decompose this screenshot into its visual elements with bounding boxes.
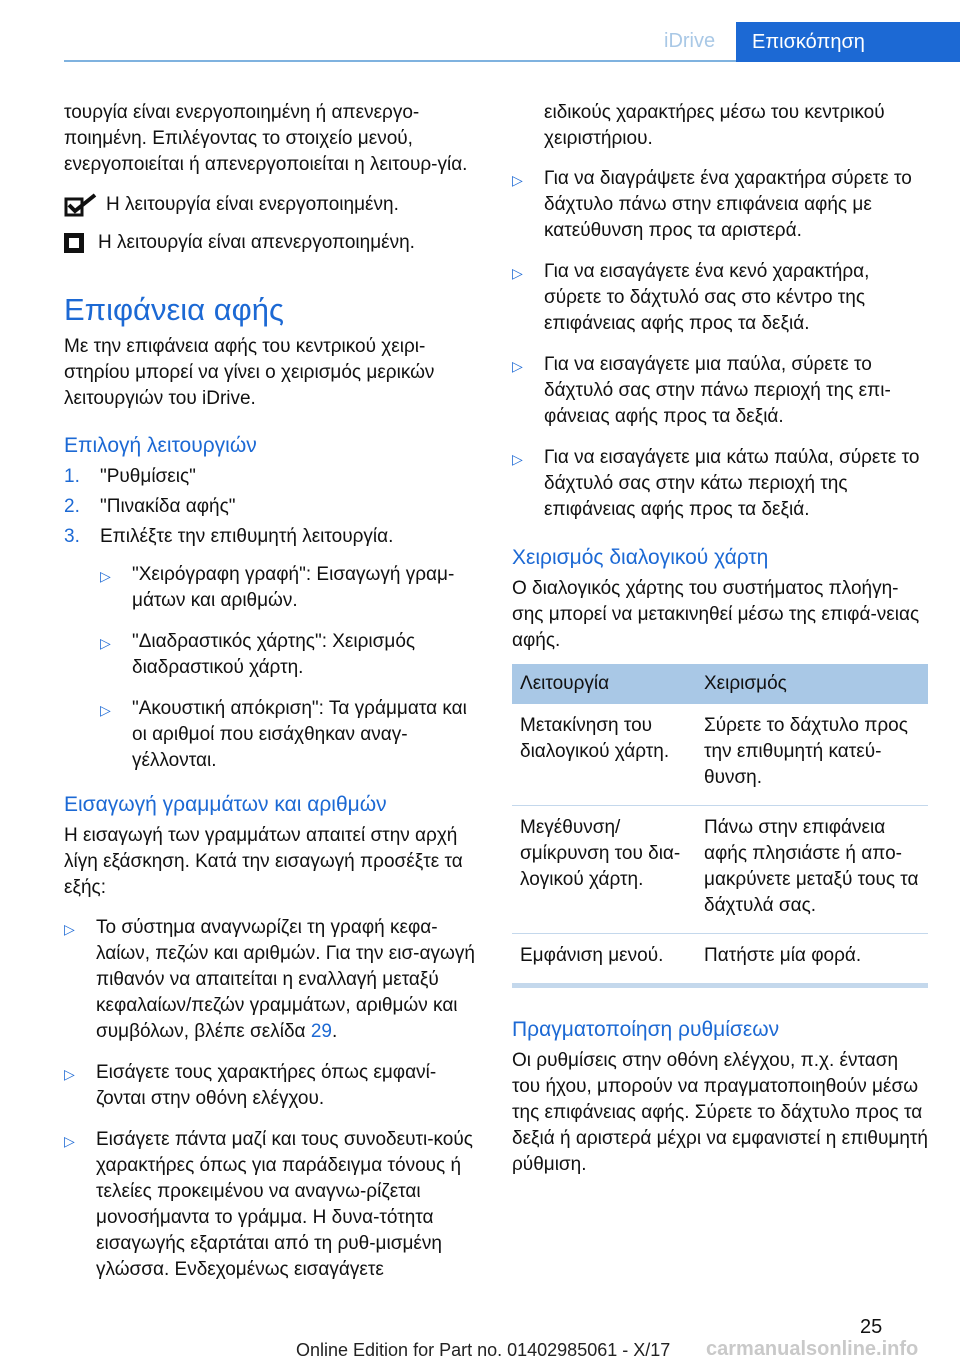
bullet-text: Εισάγετε πάντα μαζί και τους συνοδευτι-κούς χαρακτήρες όπως για παράδειγμα τόνους ή τελείες προκειμένου να αναγνω-ρίζεται μονοσήμαντα το γράμμα. Η δυνα-τότητα εισαγωγής εξαρτάται από τη ρυθ-μισμένη γλώσσα. Ενδεχομένως εισαγάγετε [96, 1129, 473, 1280]
list-item [512, 259, 928, 337]
table-cell: Μεγέθυνση/σμίκρυνση του δια-λογικού χάρτη. [512, 806, 696, 934]
triangle-right-icon: ▷ [100, 635, 111, 651]
list-item [64, 524, 478, 550]
triangle-right-icon: ▷ [100, 702, 111, 718]
triangle-right-icon: ▷ [512, 265, 523, 281]
bullet-text-end: . [331, 1021, 338, 1042]
bullet-text: Εισάγετε τους χαρακτήρες όπως εμφανί-ζονται στην οθόνη ελέγχου. [96, 1062, 437, 1109]
table-header-row [512, 664, 928, 704]
list-item [100, 629, 478, 681]
step-text: Επιλέξτε την επιθυμητή λειτουργία. [100, 526, 394, 547]
list-item [64, 464, 478, 490]
settings-heading: Πραγματοποίηση ρυθμίσεων [512, 1018, 780, 1041]
list-item [64, 494, 478, 520]
list-item [512, 445, 928, 523]
bullet-text [96, 915, 478, 1045]
list-item [64, 1127, 478, 1283]
list-item [100, 696, 478, 774]
sub-bullet-text: "Χειρόγραφη γραφή": Εισαγωγή γραμ-μάτων και αριθμών. [132, 564, 455, 611]
triangle-right-icon: ▷ [512, 451, 523, 467]
list-item [512, 352, 928, 430]
sub-bullet-text: "Διαδραστικός χάρτης": Χειρισμός διαδραστικού χάρτη. [132, 631, 416, 678]
unchecked-text: Η λειτουργία είναι απενεργοποιημένη. [98, 232, 415, 253]
watermark-logo: carmanualsonline.info [706, 1338, 919, 1360]
bullet-text: Για να εισαγάγετε μια κάτω παύλα, σύρετε το δάχτυλό σας στην κάτω περιοχή της επιφάνειας αφής προς τα δεξιά. [544, 447, 920, 520]
triangle-right-icon: ▷ [64, 1133, 75, 1149]
input-text: Η εισαγωγή των γραμμάτων απαιτεί στην αρχή λίγη εξάσκηση. Κατά την εισαγωγή προσέξτε τα εξής: [64, 825, 463, 898]
step-number: 2. [64, 496, 80, 517]
list-item [512, 166, 928, 244]
header-tab: Επισκόπηση [736, 22, 960, 62]
bullet-text-body: Το σύστημα αναγνωρίζει τη γραφή κεφα-λαίων, πεζών και αριθμών. Για την εισ-αγωγή πιθανόν να απαιτείται η εναλλαγή μεταξύ κεφαλαίων/πεζών γραμμάτων, αριθμών και συμβόλων, βλέπε σελίδα [96, 917, 475, 1042]
triangle-right-icon: ▷ [512, 172, 523, 188]
triangle-right-icon: ▷ [64, 921, 75, 937]
touchpad-heading: Επιφάνεια αφής [64, 292, 284, 327]
triangle-right-icon: ▷ [100, 568, 111, 584]
steps-list [64, 464, 478, 550]
sub-bullet-text: "Ακουστική απόκριση": Τα γράμματα και οι αριθμοί που εισάχθηκαν αναγ-γέλλονται. [132, 698, 467, 771]
table-cell: Πάνω στην επιφάνεια αφής πλησιάστε ή απο-μακρύνετε μεταξύ τους τα δάχτυλά σας. [696, 806, 928, 934]
input-heading: Εισαγωγή γραμμάτων και αριθμών [64, 793, 387, 816]
checked-text: Η λειτουργία είναι ενεργοποιημένη. [106, 194, 399, 215]
select-heading: Επιλογή λειτουργιών [64, 434, 257, 457]
page-number: 25 [860, 1316, 883, 1338]
table-row [512, 934, 928, 986]
table-row [512, 704, 928, 806]
list-item [64, 915, 478, 1045]
footer-edition: Online Edition for Part no. 01402985061 - X/17 [296, 1340, 671, 1360]
page-link[interactable]: 29 [310, 1021, 332, 1042]
triangle-right-icon: ▷ [512, 358, 523, 374]
map-text: Ο διαλογικός χάρτης του συστήματος πλοήγη-σης μπορεί να μετακινηθεί μέσω της επιφά-νειας αφής. [512, 578, 920, 651]
intro-text: τουργία είναι ενεργοποιημένη ή απενεργο-ποιημένη. Επιλέγοντας το στοιχείο μενού, ενεργοποιείται ή απενεργοποιείται η λειτουρ-γία. [64, 102, 468, 175]
checked-line [64, 188, 478, 222]
checkbox-checked-icon [64, 194, 98, 216]
bullet-text: Για να εισαγάγετε ένα κενό χαρακτήρα, σύρετε το δάχτυλό σας στο κέντρο της επιφάνειας αφής προς τα δεξιά. [544, 261, 870, 334]
list-item [100, 562, 478, 614]
settings-text: Οι ρυθμίσεις στην οθόνη ελέγχου, π.χ. ένταση του ήχου, μπορούν να πραγματοποιηθούν μέσω της επιφάνειας αφής. Σύρετε το δάχτυλο προς τα δεξιά ή αριστερά μέχρι να εμφανιστεί η επιθυμητή ρύθμιση. [512, 1050, 928, 1175]
table-cell: Πατήστε μία φορά. [696, 934, 928, 986]
table-cell: Μετακίνηση του διαλογικού χάρτη. [512, 704, 696, 806]
header-section: iDrive [664, 30, 716, 52]
table-cell: Εμφάνιση μενού. [512, 934, 696, 986]
list-item [64, 1060, 478, 1112]
right-column [512, 100, 928, 1178]
table-header: Λειτουργία [512, 664, 696, 704]
step-number: 3. [64, 526, 80, 547]
triangle-right-icon: ▷ [64, 1066, 75, 1082]
controls-table [512, 664, 928, 988]
continued-text: ειδικούς χαρακτήρες μέσω του κεντρικού χειριστήριου. [544, 102, 885, 149]
unchecked-line [64, 226, 478, 260]
table-cell: Σύρετε το δάχτυλο προς την επιθυμητή κατεύ-θυνση. [696, 704, 928, 806]
table-header: Χειρισμός [696, 664, 928, 704]
left-column [64, 100, 478, 1298]
checkbox-unchecked-icon [64, 232, 90, 254]
step-text: "Πινακίδα αφής" [100, 496, 236, 517]
bullet-text: Για να διαγράψετε ένα χαρακτήρα σύρετε το δάχτυλο πάνω στην επιφάνεια αφής με κατεύθυνση προς τα αριστερά. [544, 168, 912, 241]
touchpad-text: Με την επιφάνεια αφής του κεντρικού χειρι-στηρίου μπορεί να γίνει ο χειρισμός μερικών λειτουργιών του iDrive. [64, 336, 435, 409]
step-number: 1. [64, 466, 80, 487]
table-row [512, 806, 928, 934]
map-heading: Χειρισμός διαλογικού χάρτη [512, 546, 769, 569]
bullet-text: Για να εισαγάγετε μια παύλα, σύρετε το δάχτυλό σας στην πάνω περιοχή της επι-φάνειας αφής προς τα δεξιά. [544, 354, 891, 427]
step-text: "Ρυθμίσεις" [100, 466, 196, 487]
